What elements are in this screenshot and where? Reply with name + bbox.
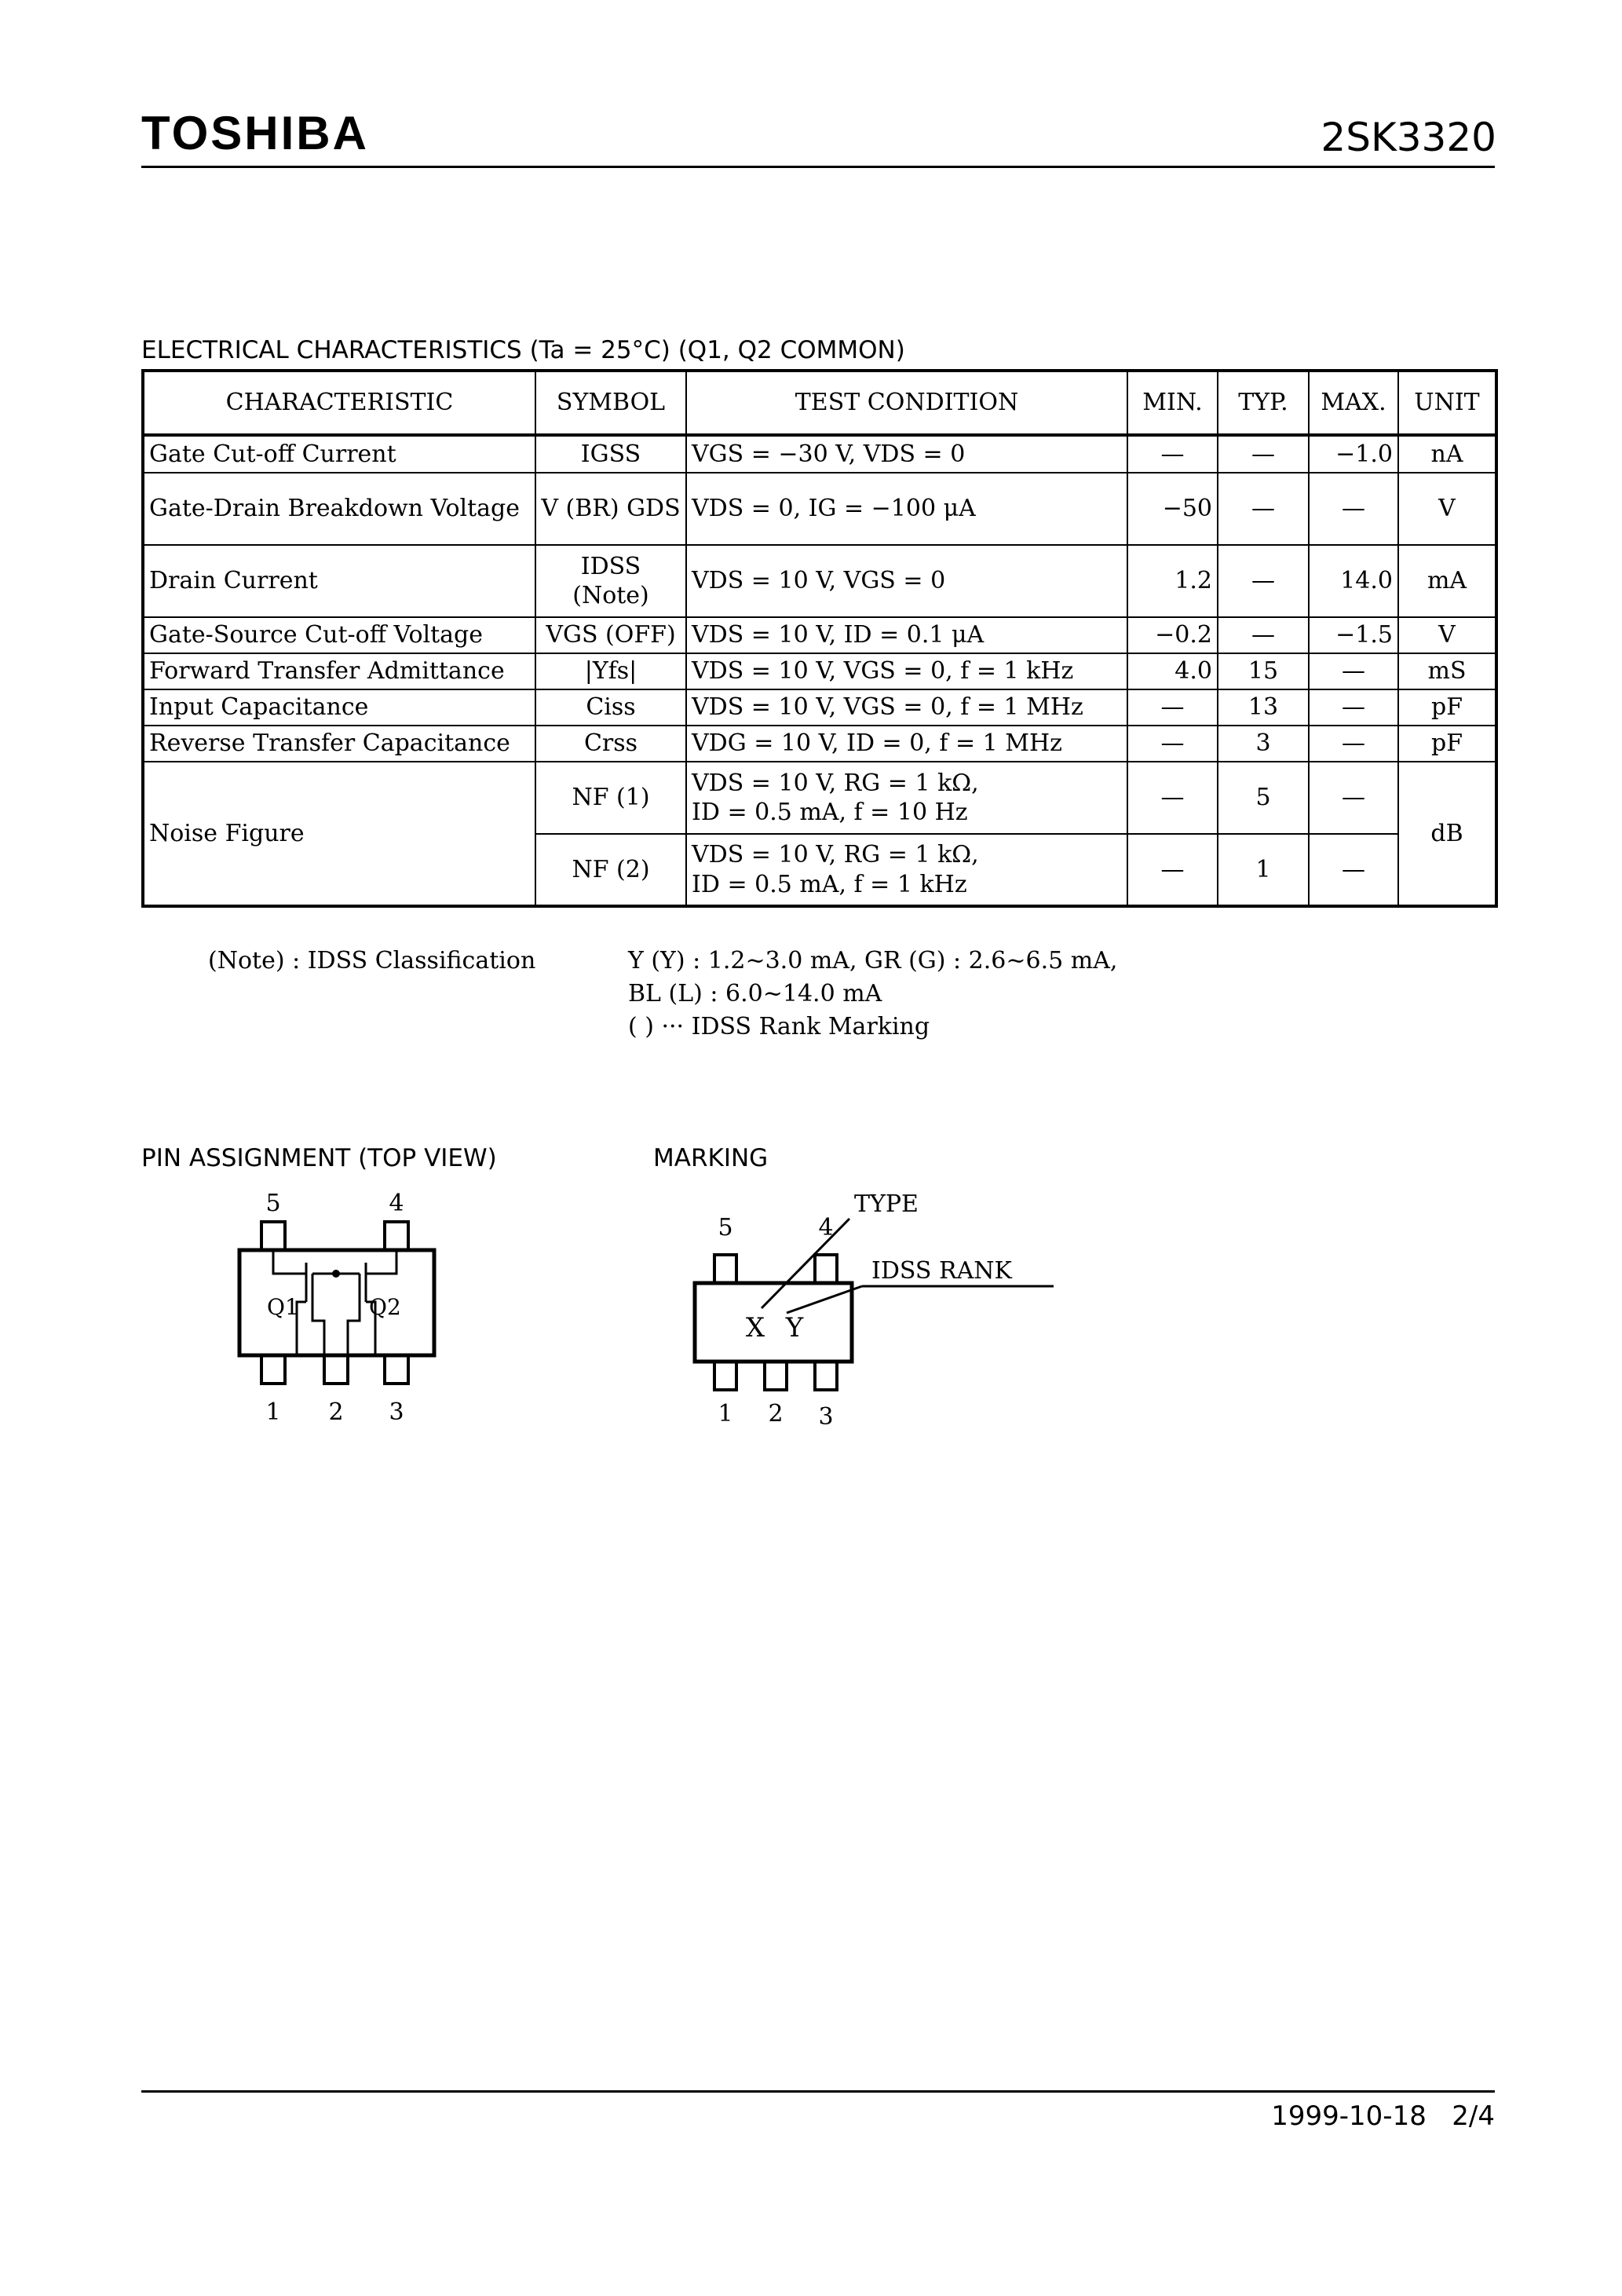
cell-typ: 5 (1218, 762, 1309, 834)
footer-rule (141, 2090, 1495, 2093)
table-row (143, 762, 1496, 834)
table-row (143, 617, 1496, 653)
cell-unit: pF (1398, 689, 1496, 726)
cond-line: VDS = 10 V, RG = 1 kΩ, (692, 769, 979, 797)
cell-unit: dB (1398, 762, 1496, 906)
cell-max: — (1309, 834, 1398, 906)
pin-lead (714, 1255, 736, 1283)
cell-cond (686, 762, 1127, 834)
header-rule (141, 166, 1495, 168)
table-row (143, 689, 1496, 726)
pin-label: 4 (389, 1190, 404, 1217)
cell-unit: pF (1398, 726, 1496, 762)
pin-assignment-diagram (212, 1178, 463, 1445)
cell-typ: 1 (1218, 834, 1309, 906)
q2-label: Q2 (369, 1294, 401, 1320)
pin-label: 1 (265, 1398, 281, 1426)
cell-typ: — (1218, 545, 1309, 617)
note-line-3: ( ) ··· IDSS Rank Marking (628, 1013, 930, 1040)
col-unit: UNIT (1398, 371, 1496, 435)
pin-lead (261, 1355, 285, 1384)
cond-line: ID = 0.5 mA, f = 1 kHz (692, 870, 967, 898)
cell-max: — (1309, 473, 1398, 545)
cell-cond: VDS = 10 V, ID = 0.1 μA (686, 617, 1127, 653)
cell-char: Reverse Transfer Capacitance (143, 726, 535, 762)
table-header-row (143, 371, 1496, 435)
cell-cond: VDG = 10 V, ID = 0, f = 1 MHz (686, 726, 1127, 762)
q1-label: Q1 (267, 1294, 299, 1320)
cell-cond: VDS = 0, IG = −100 μA (686, 473, 1127, 545)
note-line-2: BL (L) : 6.0~14.0 mA (628, 980, 882, 1007)
cell-max: −1.5 (1309, 617, 1398, 653)
cell-typ: — (1218, 473, 1309, 545)
col-typ: TYP. (1218, 371, 1309, 435)
pin-label: 2 (328, 1398, 344, 1426)
marking-title: MARKING (653, 1144, 769, 1172)
cell-min: −50 (1127, 473, 1218, 545)
cell-unit: mS (1398, 653, 1496, 689)
pin-lead (815, 1362, 837, 1390)
cell-typ: 3 (1218, 726, 1309, 762)
cell-char: Gate Cut-off Current (143, 435, 535, 473)
cell-typ: 15 (1218, 653, 1309, 689)
cell-sym: IGSS (535, 435, 686, 473)
footer (1271, 2100, 1495, 2132)
pin-label: 1 (718, 1400, 733, 1428)
cell-min: 1.2 (1127, 545, 1218, 617)
electrical-characteristics-table (141, 369, 1498, 908)
pin-lead (714, 1362, 736, 1390)
pin-label: 2 (768, 1400, 784, 1428)
cell-min: — (1127, 762, 1218, 834)
mark-y: Y (785, 1312, 804, 1344)
pin-label: 5 (265, 1190, 281, 1217)
cell-sym: VGS (OFF) (535, 617, 686, 653)
table-row (143, 435, 1496, 473)
cell-cond: VDS = 10 V, VGS = 0 (686, 545, 1127, 617)
col-max: MAX. (1309, 371, 1398, 435)
col-characteristic: CHARACTERISTIC (143, 371, 535, 435)
pin-lead (324, 1355, 348, 1384)
cell-sym: V (BR) GDS (535, 473, 686, 545)
cell-sym: |Yfs| (535, 653, 686, 689)
table-row (143, 653, 1496, 689)
pin-label: 4 (818, 1214, 834, 1241)
cell-cond: VGS = −30 V, VDS = 0 (686, 435, 1127, 473)
cell-unit: V (1398, 473, 1496, 545)
pin-lead (815, 1255, 837, 1283)
cell-char: Drain Current (143, 545, 535, 617)
idss-rank-label: IDSS RANK (871, 1257, 1012, 1285)
pin-lead (765, 1362, 787, 1390)
pin-label: 3 (818, 1403, 834, 1431)
part-number: 2SK3320 (1321, 115, 1496, 160)
note-label: (Note) : IDSS Classification (208, 947, 536, 974)
cell-char: Forward Transfer Admittance (143, 653, 535, 689)
cell-typ: — (1218, 617, 1309, 653)
cell-typ: 13 (1218, 689, 1309, 726)
cell-char: Gate-Source Cut-off Voltage (143, 617, 535, 653)
table-row (143, 473, 1496, 545)
cell-min: — (1127, 726, 1218, 762)
cell-char: Input Capacitance (143, 689, 535, 726)
cell-min: — (1127, 834, 1218, 906)
cell-min: −0.2 (1127, 617, 1218, 653)
col-test-condition: TEST CONDITION (686, 371, 1127, 435)
sym-note: (Note) (572, 582, 649, 609)
table-row (143, 726, 1496, 762)
cell-cond (686, 834, 1127, 906)
cell-cond: VDS = 10 V, VGS = 0, f = 1 kHz (686, 653, 1127, 689)
junction-dot (332, 1270, 340, 1278)
pin-lead (261, 1222, 285, 1250)
note-line-1: Y (Y) : 1.2~3.0 mA, GR (G) : 2.6~6.5 mA, (628, 947, 1118, 974)
cell-min: — (1127, 435, 1218, 473)
cell-cond: VDS = 10 V, VGS = 0, f = 1 MHz (686, 689, 1127, 726)
cell-typ: — (1218, 435, 1309, 473)
pin-label: 3 (389, 1398, 404, 1426)
footer-date: 1999-10-18 (1271, 2100, 1427, 2132)
section-title: ELECTRICAL CHARACTERISTICS (Ta = 25°C) (Q1, Q2 COMMON) (141, 336, 905, 364)
pin-lead (385, 1355, 408, 1384)
cell-max: — (1309, 762, 1398, 834)
cell-sym: Ciss (535, 689, 686, 726)
footer-page: 2/4 (1452, 2100, 1495, 2132)
cell-sym: NF (1) (535, 762, 686, 834)
cell-max: −1.0 (1309, 435, 1398, 473)
pin-label: 5 (718, 1214, 733, 1241)
cell-max: — (1309, 726, 1398, 762)
col-min: MIN. (1127, 371, 1218, 435)
cell-char: Gate-Drain Breakdown Voltage (143, 473, 535, 545)
brand-logo: TOSHIBA (141, 107, 369, 159)
cell-sym: NF (2) (535, 834, 686, 906)
cell-min: — (1127, 689, 1218, 726)
table-row (143, 545, 1496, 617)
cond-line: ID = 0.5 mA, f = 10 Hz (692, 799, 968, 826)
type-label: TYPE (854, 1190, 919, 1218)
cell-min: 4.0 (1127, 653, 1218, 689)
mark-x: X (745, 1312, 765, 1344)
cell-char: Noise Figure (143, 762, 535, 906)
cond-line: VDS = 10 V, RG = 1 kΩ, (692, 841, 979, 868)
pin-lead (385, 1222, 408, 1250)
cell-sym: Crss (535, 726, 686, 762)
cell-max: — (1309, 653, 1398, 689)
marking-diagram (683, 1186, 1060, 1453)
cell-sym (535, 545, 686, 617)
col-symbol: SYMBOL (535, 371, 686, 435)
sym-main: IDSS (580, 552, 641, 580)
cell-unit: V (1398, 617, 1496, 653)
pin-assignment-title: PIN ASSIGNMENT (TOP VIEW) (141, 1144, 497, 1172)
cell-unit: mA (1398, 545, 1496, 617)
cell-max: — (1309, 689, 1398, 726)
cell-max: 14.0 (1309, 545, 1398, 617)
cell-unit: nA (1398, 435, 1496, 473)
